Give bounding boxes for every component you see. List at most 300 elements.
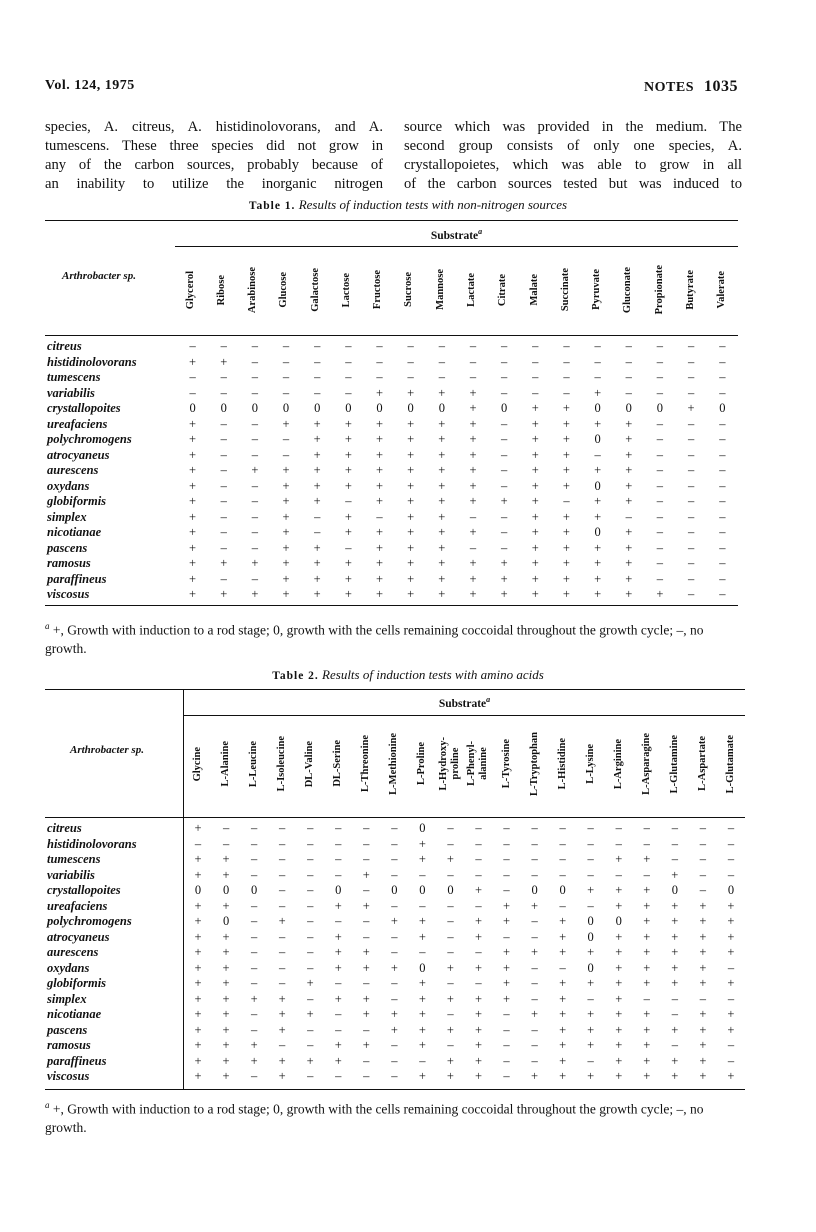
result-cell: – [335,914,342,928]
result-cell: – [447,914,454,928]
result-cell: + [699,898,707,913]
result-cell: – [656,370,664,384]
result-cell: – [345,385,352,400]
table1-column-label: Lactose [340,272,352,307]
species-name: simplex [47,509,87,524]
result-cell: + [671,898,679,913]
result-cell: + [671,960,679,975]
result-cell: – [220,540,227,555]
result-cell: + [500,571,508,586]
result-cell: 0 [501,401,508,415]
result-cell: + [282,509,290,524]
result-cell: – [656,432,664,446]
table2-column-label: L-Hydroxy- proline [438,737,462,791]
table1-column-header [331,252,362,332]
table1-column-label: Succinate [559,268,571,312]
table-row [45,868,745,884]
result-cell: + [587,976,595,990]
table-row [45,976,745,992]
table2-footnote-text: +, Growth with induction to a rod stage; 0, growth with the cells remaining coccoidal throughout the growth cycle; –, no growth. [45,1101,704,1135]
result-cell: – [719,354,726,369]
table1-column-header [206,252,237,332]
table1-footnote-text: +, Growth with induction to a rod stage; 0, growth with the cells remaining coccoidal throughout the growth cycle; –, no growth. [45,622,704,656]
table-row [45,1023,745,1039]
result-cell: + [390,914,398,928]
result-cell: + [390,1022,398,1037]
result-cell: – [532,354,539,369]
result-cell: – [594,354,601,369]
result-cell: + [194,1022,202,1037]
result-cell: + [282,463,290,477]
result-cell: – [251,370,259,384]
species-name: tumescens [47,852,101,866]
table2-column-label: L-Lysine [584,743,596,784]
result-cell: 0 [345,401,352,415]
table1-substrate-rule [175,246,738,247]
result-cell: + [375,447,384,462]
result-cell: – [251,339,259,353]
result-cell: + [671,1022,679,1037]
result-cell: – [656,354,664,369]
table1-column-label: Galactose [309,267,321,312]
result-cell: + [313,540,321,555]
result-cell: – [671,852,678,866]
result-cell: + [594,556,602,570]
result-cell: 0 [222,914,230,928]
result-cell: + [313,463,321,477]
table2-column-label: L-Glutamate [724,734,736,793]
result-cell: + [503,976,511,990]
result-cell: + [344,478,352,493]
result-cell: – [531,929,538,944]
table2-header-rule [45,817,745,818]
result-cell: – [531,836,538,851]
result-cell: + [407,385,415,400]
table2-column-label: L-Glutamine [668,734,680,793]
result-cell: + [643,1022,651,1037]
result-cell: + [418,1069,426,1083]
result-cell: + [699,914,707,928]
result-cell: + [643,960,651,975]
result-cell: + [727,1007,735,1021]
result-cell: + [344,587,352,601]
result-cell: – [587,867,594,882]
result-cell: – [250,867,258,882]
result-cell: 0 [335,883,342,897]
result-cell: + [594,540,602,555]
result-cell: 0 [656,401,664,415]
result-cell: + [671,1069,679,1083]
result-cell: – [671,836,678,851]
result-cell: – [625,354,632,369]
result-cell: – [391,1038,398,1052]
result-cell: – [559,960,566,975]
result-cell: + [418,976,426,990]
result-cell: – [376,370,383,384]
result-cell: – [307,898,314,913]
result-cell: + [531,571,539,586]
result-cell: + [615,852,623,866]
result-cell: + [643,852,651,866]
result-cell: + [469,571,477,586]
result-cell: – [475,852,482,866]
result-cell: – [671,821,678,835]
result-cell: – [719,478,726,493]
result-cell: – [345,354,352,369]
result-cell: – [687,463,695,477]
table2-title: Results of induction tests with amino acids [322,667,544,682]
result-cell: – [307,883,314,897]
result-cell: – [656,339,664,353]
result-cell: + [250,991,258,1006]
table-row [45,852,745,868]
result-cell: + [407,494,415,508]
result-cell: – [314,509,321,524]
result-cell: + [334,898,342,913]
table1-column-header [519,252,550,332]
result-cell: – [251,509,259,524]
result-cell: + [222,898,230,913]
result-cell: – [250,1022,258,1037]
result-cell: + [407,478,415,493]
result-cell: – [363,929,370,944]
result-cell: 0 [407,401,414,415]
table2-column-header [324,716,352,816]
result-cell: – [563,370,570,384]
result-cell: + [699,1022,707,1037]
result-cell: – [447,976,454,990]
result-cell: + [594,509,602,524]
result-cell: 0 [587,914,594,928]
result-cell: – [307,1069,314,1083]
body-column-right [404,118,742,194]
result-cell: + [313,432,321,446]
result-cell: + [407,447,415,462]
table1-footnote [45,617,745,658]
result-cell: + [615,1053,623,1068]
table2-column-label: DL-Valine [304,740,316,787]
table-row [45,463,738,479]
result-cell: 0 [727,883,735,897]
result-cell: – [501,478,508,493]
result-cell: – [391,976,398,990]
result-cell: + [313,571,321,586]
table1-column-header [707,252,738,332]
result-cell: – [279,898,286,913]
table2-column-label: L-Alanine [220,740,232,787]
species-name: oxydans [47,478,90,493]
result-cell: – [503,867,510,882]
result-cell: + [220,556,228,570]
result-cell: – [251,494,259,508]
result-cell: – [501,447,508,462]
result-cell: + [671,1053,679,1068]
table-row [45,401,738,417]
section-header [644,78,738,96]
result-cell: + [587,1022,595,1037]
result-cell: + [625,525,633,539]
table2-column-headers [184,716,745,816]
result-cell: + [562,447,570,462]
result-cell: + [251,463,259,477]
species-name: ramosus [47,1038,91,1052]
result-cell: – [279,883,286,897]
table-row [45,525,738,541]
result-cell: 0 [222,883,230,897]
result-cell: – [475,867,482,882]
table2-column-label: L-Methionine [388,732,400,795]
result-cell: – [391,945,398,959]
result-cell: + [438,494,446,508]
table1-body [45,339,738,603]
result-cell: + [727,945,735,959]
result-cell: – [503,883,510,897]
result-cell: + [418,1038,426,1052]
table1-header-rule [45,335,738,336]
table-row [45,339,738,355]
result-cell: + [407,525,415,539]
result-cell: + [438,587,446,601]
result-cell: + [220,354,228,369]
species-name: atrocyaneus [47,929,110,944]
result-cell: – [656,478,664,493]
result-cell: + [699,1053,707,1068]
table1-column-header [300,252,331,332]
result-cell: – [307,991,314,1006]
result-cell: + [531,463,539,477]
result-cell: + [313,556,321,570]
table1-column-label: Glucose [278,271,290,308]
result-cell: + [474,883,483,897]
result-cell: – [671,1038,678,1052]
result-cell: – [625,339,632,353]
result-cell: + [727,929,735,944]
result-cell: – [222,821,230,835]
result-cell: + [344,432,352,446]
result-cell: – [503,1069,510,1083]
result-cell: + [625,587,633,601]
table1-substrate-label: Substrate [430,229,479,242]
result-cell: + [194,1053,202,1068]
table-row [45,930,745,946]
result-cell: + [643,883,651,897]
result-cell: – [391,867,398,882]
table1-column-header [394,252,425,332]
result-cell: + [438,463,446,477]
table-row [45,1069,745,1085]
result-cell: – [687,370,695,384]
result-cell: + [282,494,290,508]
result-cell: 0 [251,401,259,415]
result-cell: + [562,509,570,524]
result-cell: + [407,540,415,555]
result-cell: + [250,1038,258,1052]
table2-column-header [380,716,408,816]
result-cell: – [438,354,445,369]
result-cell: – [563,339,570,353]
result-cell: – [251,385,259,400]
result-cell: – [687,587,695,601]
table2-column-label: L-Arginine [612,738,624,789]
result-cell: + [189,556,197,570]
result-cell: – [643,867,650,882]
result-cell: + [587,1069,595,1083]
result-cell: – [335,821,342,835]
result-cell: – [532,370,539,384]
result-cell: – [189,339,196,353]
result-cell: – [469,540,477,555]
result-cell: + [222,852,230,866]
result-cell: + [699,1038,707,1052]
result-cell: + [438,432,446,446]
result-cell: + [362,898,370,913]
result-cell: 0 [594,401,601,415]
result-cell: + [418,914,426,928]
result-cell: – [615,867,622,882]
result-cell: – [251,525,259,539]
result-cell: + [407,509,415,524]
result-cell: + [407,587,415,601]
result-cell: + [727,914,735,928]
result-cell: – [699,836,706,851]
species-name: histidinolovorans [47,354,137,369]
result-cell: + [643,976,651,990]
table1-column-label: Butyrate [684,269,696,310]
species-name: viscosus [47,587,90,601]
result-cell: + [220,587,228,601]
result-cell: + [643,1007,651,1021]
table2-body [45,821,745,1085]
result-cell: + [531,587,539,601]
result-cell: + [474,1007,483,1021]
result-cell: – [656,540,664,555]
result-cell: + [643,1069,651,1083]
result-cell: + [531,898,539,913]
result-cell: + [438,525,446,539]
result-cell: + [194,852,202,866]
species-name: variabilis [47,867,95,882]
result-cell: + [559,991,567,1006]
result-cell: + [407,571,415,586]
result-cell: + [615,1022,623,1037]
result-cell: – [307,1038,314,1052]
result-cell: + [222,976,230,990]
table2-column-header [717,716,745,816]
result-cell: – [220,525,227,539]
result-cell: – [501,509,508,524]
result-cell: + [194,960,202,975]
result-cell: + [282,571,290,586]
result-cell: + [251,587,259,601]
result-cell: + [222,1038,230,1052]
result-cell: – [220,478,227,493]
table-row [45,432,738,448]
table-row [45,494,738,510]
result-cell: – [719,385,726,400]
table2-column-label: L-Isoleucine [276,736,288,792]
table-row [45,992,745,1008]
result-cell: – [469,370,477,384]
result-cell: – [687,571,695,586]
result-cell: + [531,416,539,431]
table1-column-label: Fructose [372,270,384,310]
result-cell: – [250,945,258,959]
result-cell: – [220,447,227,462]
result-cell: + [643,1053,651,1068]
result-cell: + [615,1069,623,1083]
page-number: 1035 [704,78,738,95]
table2-column-label: L-Aspartate [696,736,708,792]
result-cell: – [687,447,695,462]
result-cell: – [656,509,664,524]
result-cell: + [189,494,197,508]
result-cell: – [469,354,477,369]
result-cell: – [250,929,258,944]
result-cell: + [587,1038,595,1052]
result-cell: + [407,432,415,446]
result-cell: – [531,976,538,990]
result-cell: – [559,898,566,913]
result-cell: + [375,540,384,555]
table-row [45,510,738,526]
result-cell: + [671,914,679,928]
result-cell: – [501,432,508,446]
table-row [45,821,745,837]
table-row [45,541,738,557]
species-name: ramosus [47,556,91,570]
result-cell: + [531,478,539,493]
result-cell: – [559,852,566,866]
result-cell: – [220,370,227,384]
result-cell: + [474,1053,483,1068]
result-cell: + [313,478,321,493]
table1-column-header [613,252,644,332]
result-cell: + [375,556,384,570]
table-row [45,837,745,853]
table2-column-header [577,716,605,816]
result-cell: + [699,1007,707,1021]
result-cell: – [594,370,601,384]
result-cell: + [615,1038,623,1052]
table2-row-header: Arthrobacter sp. [70,744,144,756]
result-cell: – [407,370,414,384]
table1-column-header [581,252,612,332]
result-cell: + [469,401,477,415]
result-cell: – [376,354,383,369]
result-cell: – [314,385,321,400]
result-cell: – [363,852,370,866]
result-cell: – [391,821,398,835]
table2-caption [0,667,816,683]
result-cell: + [615,976,623,990]
result-cell: – [279,852,286,866]
result-cell: – [687,354,695,369]
table-row [45,386,738,402]
result-cell: – [194,836,202,851]
table1-footnote-sup: a [45,621,50,631]
result-cell: + [390,1007,398,1021]
table1-row-header: Arthrobacter sp. [62,270,136,282]
result-cell: – [501,385,508,400]
result-cell: + [474,1022,483,1037]
result-cell: – [643,836,650,851]
result-cell: + [559,1038,567,1052]
result-cell: + [469,416,477,431]
result-cell: – [503,1038,510,1052]
result-cell: – [307,929,314,944]
result-cell: – [503,1022,510,1037]
result-cell: + [727,1022,735,1037]
